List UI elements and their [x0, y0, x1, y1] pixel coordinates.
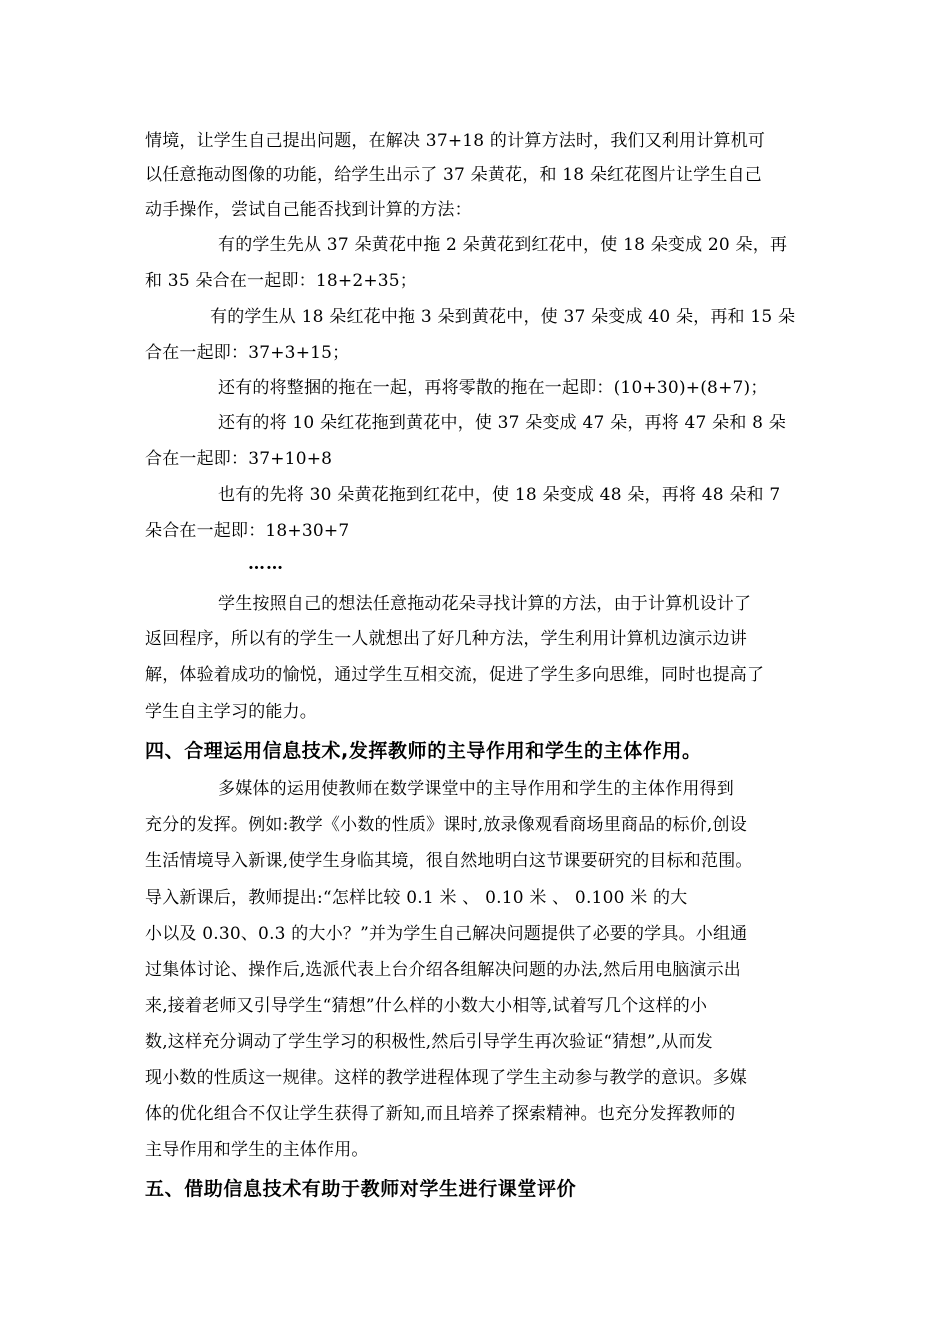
paragraph-line: 动手操作，尝试自己能否找到计算的方法：: [145, 200, 472, 220]
paragraph-line: 生活情境导入新课,使学生身临其境，很自然地明白这节课要研究的目标和范围。: [145, 851, 753, 871]
paragraph-line: 合在一起即：37+3+15；: [145, 343, 350, 363]
paragraph-line: 多媒体的运用使教师在数学课堂中的主导作用和学生的主体作用得到: [218, 779, 734, 799]
paragraph-line: 来,接着老师又引导学生“猜想”什么样的小数大小相等,试着写几个这样的小: [145, 996, 708, 1016]
paragraph-line: 充分的发挥。例如:教学《小数的性质》课时,放录像观看商场里商品的标价,创设: [145, 815, 747, 835]
paragraph-line: 朵合在一起即：18+30+7: [145, 521, 350, 541]
paragraph-line: 解，体验着成功的愉悦，通过学生互相交流，促进了学生多向思维，同时也提高了: [145, 665, 765, 685]
paragraph-line: 还有的将整捆的拖在一起，再将零散的拖在一起即：(10+30)+(8+7)；: [218, 378, 768, 398]
paragraph-line: 数,这样充分调动了学生学习的积极性,然后引导学生再次验证“猜想”,从而发: [145, 1032, 713, 1052]
paragraph-line: 以任意拖动图像的功能，给学生出示了 37 朵黄花，和 18 朵红花图片让学生自己: [145, 165, 762, 185]
paragraph-line: 主导作用和学生的主体作用。: [145, 1140, 369, 1160]
section-heading-5: 五、借助信息技术有助于教师对学生进行课堂评价: [145, 1178, 577, 1200]
paragraph-line: 有的学生从 18 朵红花中拖 3 朵到黄花中，使 37 朵变成 40 朵，再和 15 朵: [210, 307, 796, 327]
paragraph-line: 学生按照自己的想法任意拖动花朵寻找计算的方法，由于计算机设计了: [218, 594, 752, 614]
paragraph-line: 有的学生先从 37 朵黄花中拖 2 朵黄花到红花中，使 18 朵变成 20 朵，再: [218, 235, 788, 255]
paragraph-line: 情境，让学生自己提出问题，在解决 37+18 的计算方法时，我们又利用计算机可: [145, 131, 766, 151]
paragraph-line: 现小数的性质这一规律。这样的教学进程体现了学生主动参与教学的意识。多媒: [145, 1068, 747, 1088]
paragraph-line: 过集体讨论、操作后,选派代表上台介绍各组解决问题的办法,然后用电脑演示出: [145, 960, 742, 980]
paragraph-line: 体的优化组合不仅让学生获得了新知,而且培养了探索精神。也充分发挥教师的: [145, 1104, 736, 1124]
paragraph-line: 也有的先将 30 朵黄花拖到红花中，使 18 朵变成 48 朵，再将 48 朵和 7: [218, 485, 781, 505]
paragraph-line: 小以及 0.30、0.3 的大小？”并为学生自己解决问题提供了必要的学具。小组通: [145, 924, 748, 944]
paragraph-line: 和 35 朵合在一起即：18+2+35；: [145, 271, 418, 291]
paragraph-line: 还有的将 10 朵红花拖到黄花中，使 37 朵变成 47 朵，再将 47 朵和 8 朵: [218, 413, 786, 433]
paragraph-line: 合在一起即：37+10+8: [145, 449, 333, 469]
paragraph-line: 导入新课后，教师提出:“怎样比较 0.1 米 、 0.10 米 、 0.100 米 的大: [145, 888, 688, 908]
paragraph-line: 返回程序，所以有的学生一人就想出了好几种方法，学生利用计算机边演示边讲: [145, 629, 747, 649]
ellipsis: ……: [248, 554, 284, 574]
section-heading-4: 四、合理运用信息技术,发挥教师的主导作用和学生的主体作用。: [145, 740, 702, 762]
paragraph-line: 学生自主学习的能力。: [145, 702, 317, 722]
